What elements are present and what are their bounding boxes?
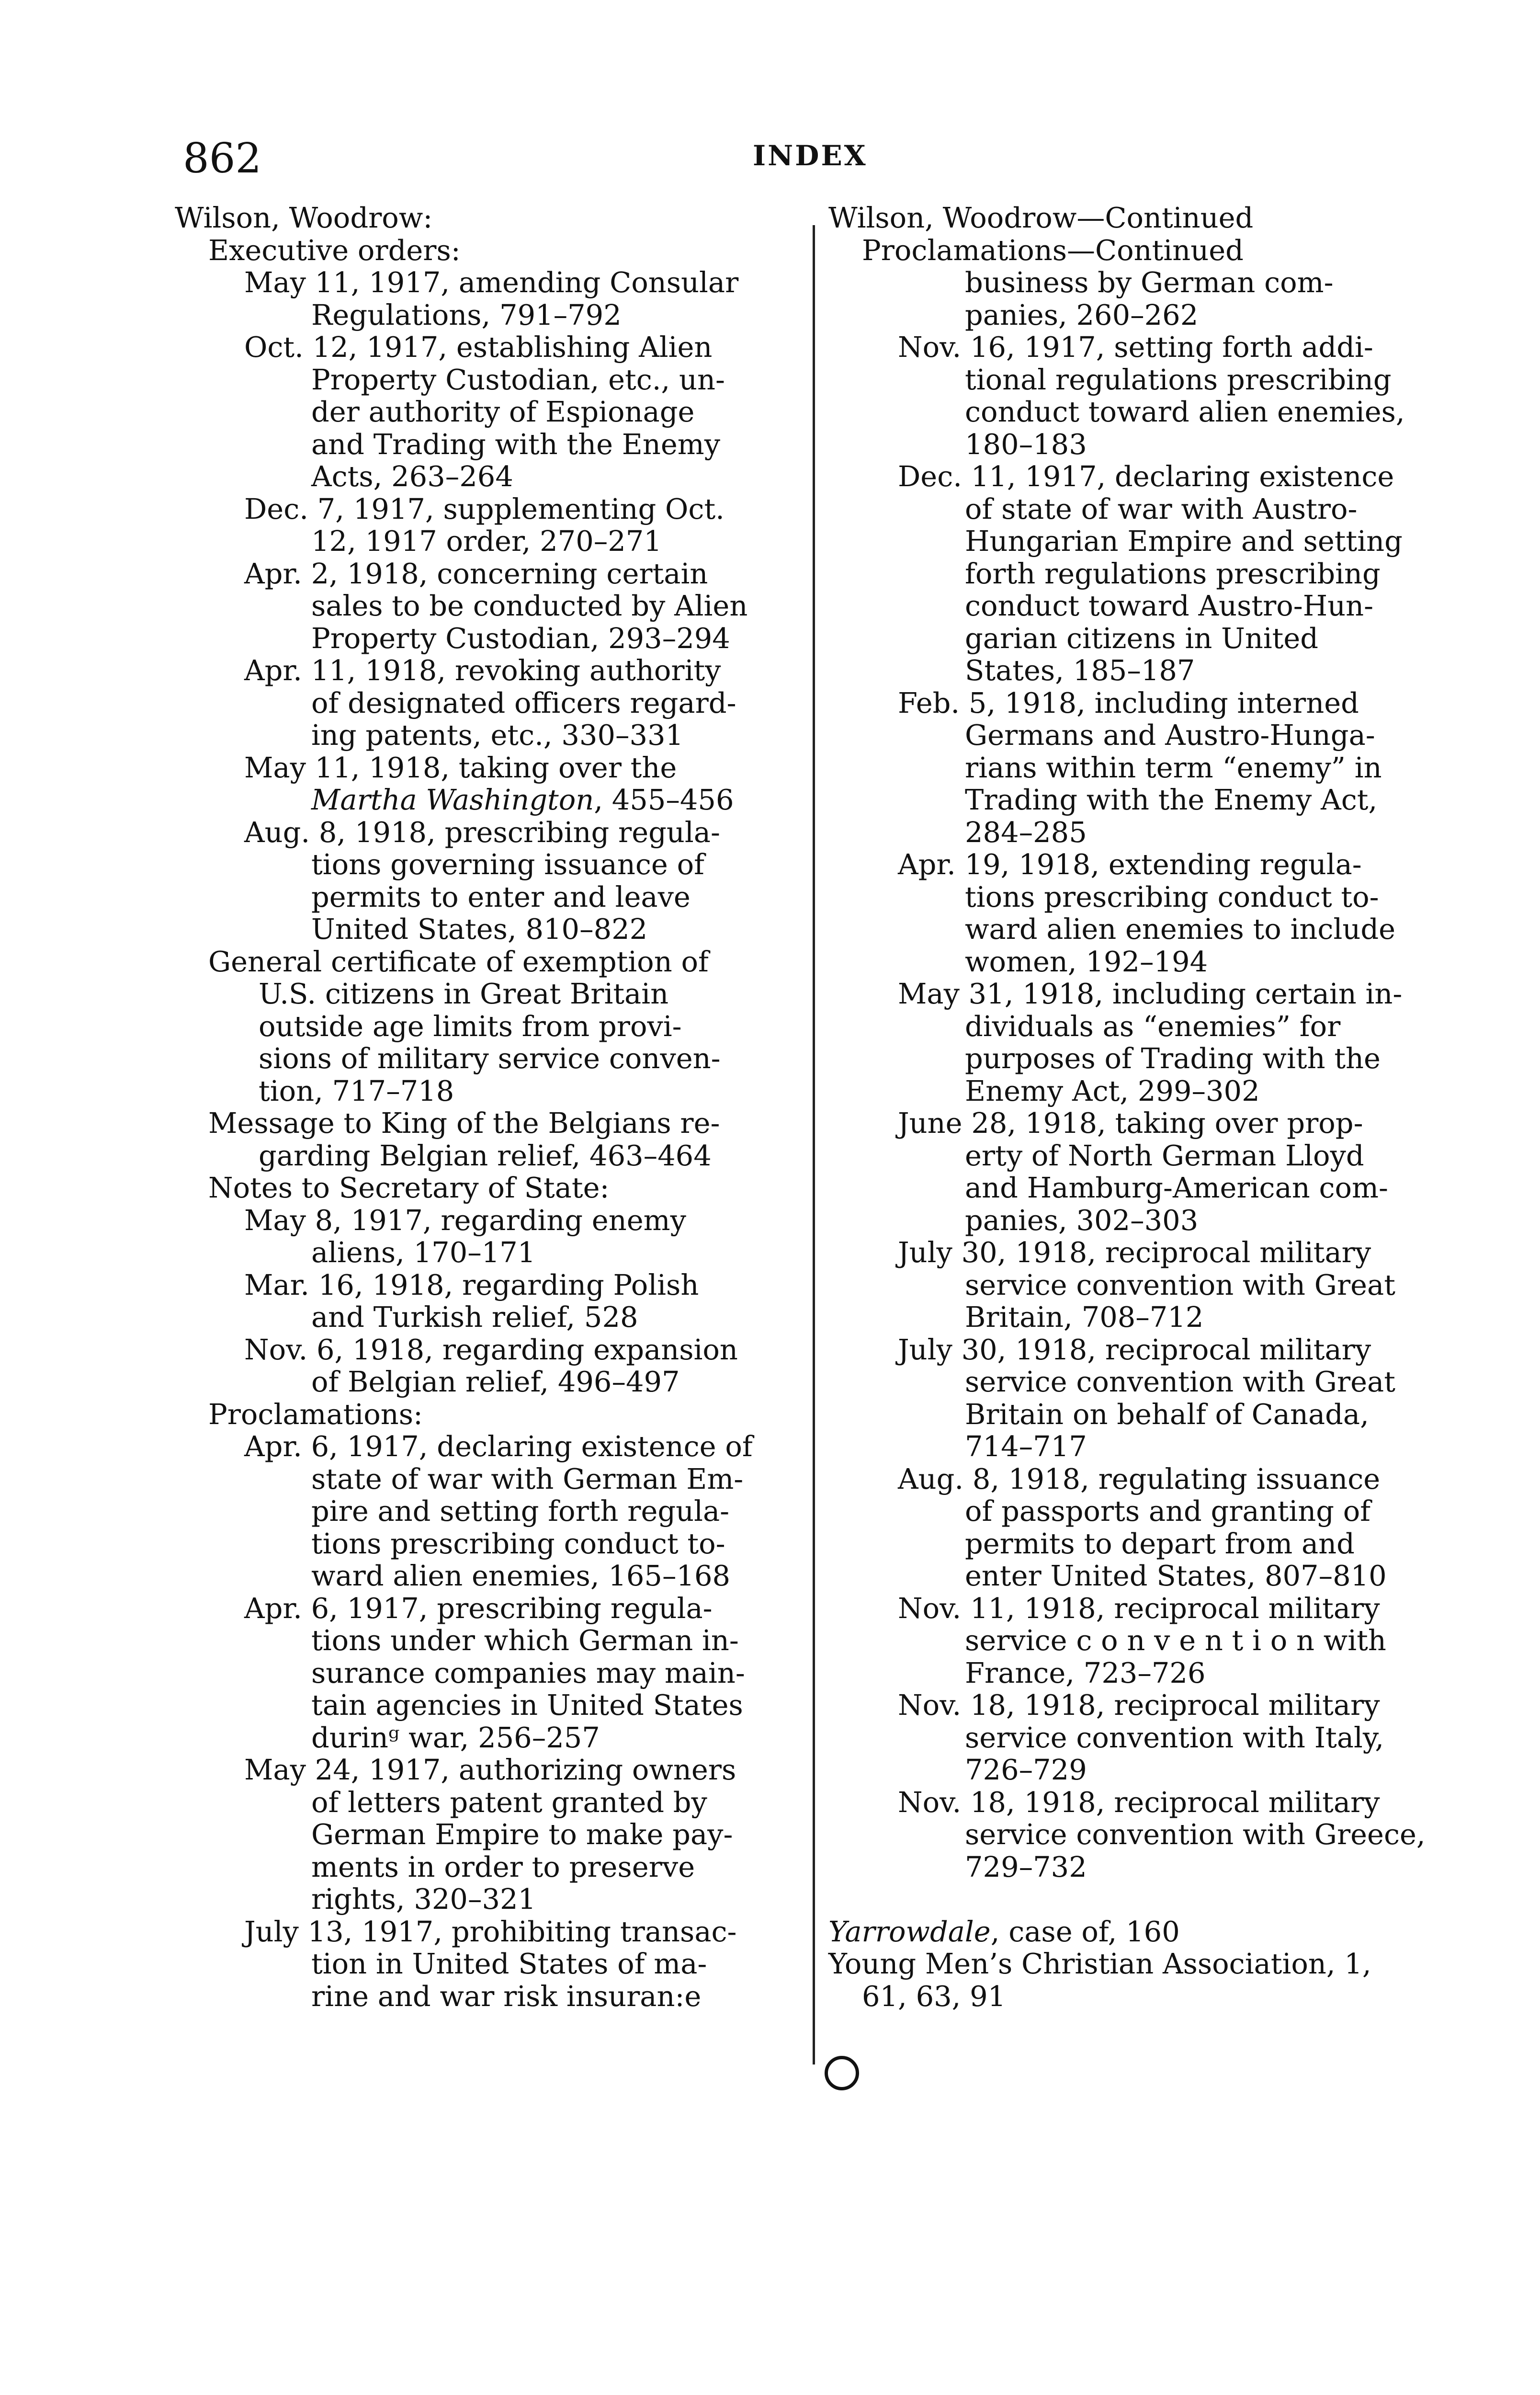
index-entry-line: Oct. 12, 1917, establishing Alien bbox=[244, 331, 713, 364]
index-entry-line: Wilson, Woodrow: bbox=[175, 201, 433, 234]
index-entry-line: July 13, 1917, prohibiting transac- bbox=[244, 1915, 737, 1948]
index-entry-line: garian citizens in United bbox=[965, 621, 1319, 655]
index-entry-line: Aug. 8, 1918, prescribing regula- bbox=[244, 815, 720, 849]
index-entry-line: surance companies may main- bbox=[311, 1656, 745, 1689]
index-entry-line: 180–183 bbox=[965, 427, 1087, 461]
index-entry-line: tions governing issuance of bbox=[311, 848, 704, 881]
page-title: INDEX bbox=[753, 139, 868, 172]
index-entry-line: Dec. 7, 1917, supplementing Oct. bbox=[244, 492, 725, 525]
index-entry-line: Nov. 11, 1918, reciprocal military bbox=[898, 1591, 1380, 1625]
index-entry-line: erty of North German Lloyd bbox=[965, 1139, 1364, 1172]
index-entry-line: tain agencies in United States bbox=[311, 1688, 743, 1722]
index-entry-line: tions prescribing conduct to- bbox=[311, 1527, 725, 1560]
index-entry-line: and Hamburg-American com- bbox=[965, 1171, 1388, 1204]
index-entry-line: panies, 260–262 bbox=[965, 298, 1199, 331]
index-entry-line: May 11, 1918, taking over the bbox=[244, 751, 677, 784]
index-entry-line: U.S. citizens in Great Britain bbox=[259, 977, 669, 1010]
index-entry-line: ing patents, etc., 330–331 bbox=[311, 718, 684, 752]
index-entry-line: Feb. 5, 1918, including interned bbox=[898, 686, 1359, 719]
index-entry-line: and Turkish relief, 528 bbox=[311, 1300, 638, 1334]
index-entry-line: forth regulations prescribing bbox=[965, 557, 1381, 590]
index-entry-line: May 11, 1917, amending Consular bbox=[244, 266, 739, 299]
index-entry-line: Acts, 263–264 bbox=[311, 460, 513, 493]
index-entry-line: Regulations, 791–792 bbox=[311, 298, 622, 331]
index-entry-line: Proclamations—Continued bbox=[862, 233, 1244, 267]
index-entry-line: German Empire to make pay- bbox=[311, 1818, 733, 1851]
index-entry-line: service convention with Greece, bbox=[965, 1818, 1426, 1851]
index-entry-line: Enemy Act, 299–302 bbox=[965, 1074, 1260, 1107]
index-entry-line: panies, 302–303 bbox=[965, 1203, 1199, 1237]
index-entry-line: Aug. 8, 1918, regulating issuance bbox=[898, 1462, 1381, 1495]
index-entry-line: Proclamations: bbox=[208, 1397, 423, 1431]
index-entry-line: Trading with the Enemy Act, bbox=[965, 783, 1378, 816]
index-entry-line: of state of war with Austro- bbox=[965, 492, 1358, 525]
index-entry-line: der authority of Espionage bbox=[311, 395, 695, 428]
index-entry-line: Notes to Secretary of State: bbox=[208, 1171, 610, 1204]
index-entry-line: May 24, 1917, authorizing owners bbox=[244, 1753, 736, 1786]
index-entry-line: conduct toward Austro-Hun- bbox=[965, 589, 1374, 622]
index-entry-line: France, 723–726 bbox=[965, 1656, 1206, 1689]
index-entry-line: Britain, 708–712 bbox=[965, 1300, 1204, 1334]
index-entry-line: Apr. 6, 1917, declaring existence of bbox=[244, 1430, 753, 1463]
index-entry-line: Germans and Austro-Hunga- bbox=[965, 718, 1375, 752]
index-entry-line: 12, 1917 order, 270–271 bbox=[311, 525, 662, 558]
index-entry-line: purposes of Trading with the bbox=[965, 1042, 1381, 1075]
index-entry-line: service convention with Italy, bbox=[965, 1721, 1384, 1754]
index-entry-line: States, 185–187 bbox=[965, 654, 1195, 687]
index-entry-line: durinᵍ war, 256–257 bbox=[311, 1721, 600, 1754]
index-entry-line: 284–285 bbox=[965, 815, 1087, 849]
index-entry-line: 61, 63, 91 bbox=[862, 1979, 1006, 2013]
end-of-index-mark bbox=[825, 2056, 859, 2090]
index-entry-line: 726–729 bbox=[965, 1753, 1087, 1786]
index-entry-line: sales to be conducted by Alien bbox=[311, 589, 748, 622]
index-entry-line: of designated officers regard- bbox=[311, 686, 736, 719]
index-entry-line: women, 192–194 bbox=[965, 945, 1208, 978]
index-entry-line: Property Custodian, 293–294 bbox=[311, 621, 730, 655]
index-entry-line: tion in United States of ma- bbox=[311, 1947, 707, 1980]
index-entry-line: aliens, 170–171 bbox=[311, 1236, 536, 1269]
index-entry-line: 714–717 bbox=[965, 1430, 1087, 1463]
index-entry-line: Wilson, Woodrow—Continued bbox=[828, 201, 1254, 234]
index-entry-line: service convention with Great bbox=[965, 1268, 1395, 1301]
index-entry-line: state of war with German Em- bbox=[311, 1462, 744, 1495]
index-entry-line: Dec. 11, 1917, declaring existence bbox=[898, 460, 1394, 493]
index-entry-line: of letters patent granted by bbox=[311, 1785, 707, 1819]
index-entry-line: May 31, 1918, including certain in- bbox=[898, 977, 1403, 1010]
index-entry-line: garding Belgian relief, 463–464 bbox=[259, 1139, 712, 1172]
index-entry-line: July 30, 1918, reciprocal military bbox=[898, 1236, 1371, 1269]
index-entry-line: ments in order to preserve bbox=[311, 1850, 695, 1883]
index-entry-line: 729–732 bbox=[965, 1850, 1087, 1883]
page-number: 862 bbox=[183, 135, 262, 182]
column-divider bbox=[813, 225, 815, 2064]
index-entry-line: rights, 320–321 bbox=[311, 1882, 536, 1916]
index-entry-line: sions of military service conven- bbox=[259, 1042, 721, 1075]
index-entry-line: Apr. 6, 1917, prescribing regula- bbox=[244, 1591, 713, 1625]
index-entry-line: General certificate of exemption of bbox=[208, 945, 709, 978]
index-entry-line: conduct toward alien enemies, bbox=[965, 395, 1405, 428]
index-entry-line: May 8, 1917, regarding enemy bbox=[244, 1203, 686, 1237]
index-entry-line: outside age limits from provi- bbox=[259, 1009, 682, 1043]
index-entry-line: of passports and granting of bbox=[965, 1494, 1371, 1528]
index-entry-line: July 30, 1918, reciprocal military bbox=[898, 1333, 1371, 1366]
index-entry-line: Hungarian Empire and setting bbox=[965, 525, 1403, 558]
index-entry-line: Martha Washington, 455–456 bbox=[311, 783, 734, 816]
index-entry-line: pire and setting forth regula- bbox=[311, 1494, 730, 1528]
index-entry-line: tional regulations prescribing bbox=[965, 363, 1392, 396]
index-entry-line: tions prescribing conduct to- bbox=[965, 880, 1379, 913]
index-entry-line: June 28, 1918, taking over prop- bbox=[898, 1106, 1363, 1140]
index-entry-line: Nov. 18, 1918, reciprocal military bbox=[898, 1785, 1380, 1819]
index-entry-line: service c o n v e n t i o n with bbox=[965, 1624, 1386, 1657]
index-entry-line: Nov. 16, 1917, setting forth addi- bbox=[898, 331, 1373, 364]
index-entry-line: United States, 810–822 bbox=[311, 912, 648, 946]
index-entry-line: service convention with Great bbox=[965, 1365, 1395, 1398]
index-entry-line: tion, 717–718 bbox=[259, 1074, 454, 1107]
index-entry-line: ward alien enemies, 165–168 bbox=[311, 1559, 731, 1592]
index-entry-line: rians within term “enemy” in bbox=[965, 751, 1382, 784]
index-entry-line: Yarrowdale, case of, 160 bbox=[828, 1915, 1180, 1948]
index-entry-line: ward alien enemies to include bbox=[965, 912, 1396, 946]
index-entry-line: Executive orders: bbox=[208, 233, 461, 267]
index-entry-line: of Belgian relief, 496–497 bbox=[311, 1365, 680, 1398]
index-entry-line: Young Men’s Christian Association, 1, bbox=[828, 1947, 1371, 1980]
index-entry-line: permits to depart from and bbox=[965, 1527, 1355, 1560]
index-entry-line: Mar. 16, 1918, regarding Polish bbox=[244, 1268, 699, 1301]
index-entry-line: permits to enter and leave bbox=[311, 880, 691, 913]
index-entry-line: rine and war risk insuran:e bbox=[311, 1979, 702, 2013]
index-entry-line: Apr. 19, 1918, extending regula- bbox=[898, 848, 1362, 881]
index-entry-line: Nov. 6, 1918, regarding expansion bbox=[244, 1333, 738, 1366]
index-entry-line: Nov. 18, 1918, reciprocal military bbox=[898, 1688, 1380, 1722]
index-entry-line: Apr. 2, 1918, concerning certain bbox=[244, 557, 708, 590]
index-entry-line: Message to King of the Belgians re- bbox=[208, 1106, 720, 1140]
index-entry-line: dividuals as “enemies” for bbox=[965, 1009, 1341, 1043]
index-entry-line: Apr. 11, 1918, revoking authority bbox=[244, 654, 721, 687]
index-entry-line: enter United States, 807–810 bbox=[965, 1559, 1387, 1592]
index-entry-line: Property Custodian, etc., un- bbox=[311, 363, 725, 396]
index-entry-line: tions under which German in- bbox=[311, 1624, 739, 1657]
index-entry-line: Britain on behalf of Canada, bbox=[965, 1397, 1369, 1431]
index-entry-line: and Trading with the Enemy bbox=[311, 427, 721, 461]
index-entry-line: business by German com- bbox=[965, 266, 1334, 299]
